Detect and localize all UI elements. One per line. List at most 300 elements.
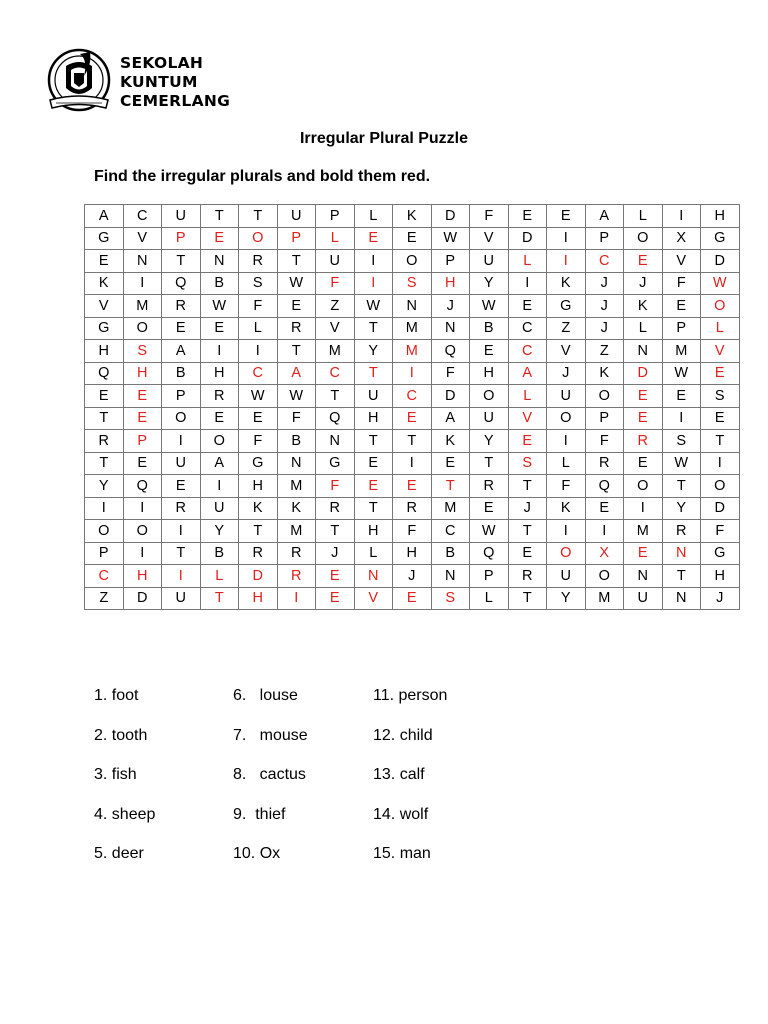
- grid-cell: O: [547, 407, 586, 430]
- grid-cell: O: [547, 542, 586, 565]
- grid-cell: O: [701, 475, 740, 498]
- grid-cell: L: [354, 542, 393, 565]
- grid-cell: U: [316, 250, 355, 273]
- grid-cell: T: [431, 475, 470, 498]
- grid-cell: J: [585, 295, 624, 318]
- grid-cell: H: [354, 407, 393, 430]
- grid-cell: M: [662, 340, 701, 363]
- grid-cell: E: [508, 295, 547, 318]
- grid-cell: Q: [162, 272, 201, 295]
- instruction-text: Find the irregular plurals and bold them red.: [94, 168, 431, 185]
- grid-cell: O: [624, 475, 663, 498]
- grid-cell: M: [277, 520, 316, 543]
- grid-cell: U: [624, 587, 663, 610]
- grid-cell: N: [393, 295, 432, 318]
- grid-cell: J: [701, 587, 740, 610]
- grid-cell: T: [354, 497, 393, 520]
- grid-cell: G: [85, 227, 124, 250]
- grid-row: [85, 295, 740, 318]
- grid-row: [85, 587, 740, 610]
- grid-row: [85, 430, 740, 453]
- grid-cell: A: [162, 340, 201, 363]
- grid-cell: L: [624, 205, 663, 228]
- grid-cell: B: [470, 317, 509, 340]
- grid-cell: E: [200, 227, 239, 250]
- grid-cell: E: [585, 497, 624, 520]
- grid-cell: A: [200, 452, 239, 475]
- grid-cell: U: [162, 452, 201, 475]
- grid-cell: V: [316, 317, 355, 340]
- grid-cell: M: [585, 587, 624, 610]
- grid-cell: M: [431, 497, 470, 520]
- grid-cell: N: [662, 542, 701, 565]
- grid-cell: F: [239, 295, 278, 318]
- grid-cell: P: [162, 385, 201, 408]
- word-list-column: [94, 684, 155, 882]
- grid-cell: C: [123, 205, 162, 228]
- grid-cell: M: [123, 295, 162, 318]
- grid-cell: I: [393, 452, 432, 475]
- grid-cell: K: [393, 205, 432, 228]
- grid-cell: Z: [85, 587, 124, 610]
- grid-cell: Y: [470, 430, 509, 453]
- grid-row: [85, 272, 740, 295]
- grid-cell: O: [585, 565, 624, 588]
- grid-cell: P: [277, 227, 316, 250]
- grid-cell: N: [277, 452, 316, 475]
- grid-cell: N: [354, 565, 393, 588]
- grid-cell: L: [701, 317, 740, 340]
- grid-cell: F: [470, 205, 509, 228]
- grid-cell: V: [354, 587, 393, 610]
- grid-cell: I: [701, 452, 740, 475]
- grid-cell: S: [239, 272, 278, 295]
- grid-cell: L: [547, 452, 586, 475]
- grid-cell: W: [354, 295, 393, 318]
- grid-cell: K: [85, 272, 124, 295]
- grid-cell: I: [662, 205, 701, 228]
- school-name: [120, 54, 230, 111]
- grid-cell: L: [624, 317, 663, 340]
- grid-cell: I: [123, 542, 162, 565]
- grid-cell: H: [701, 565, 740, 588]
- grid-cell: L: [239, 317, 278, 340]
- word-item: 14. wolf: [373, 805, 429, 823]
- grid-cell: F: [316, 272, 355, 295]
- word-item: 5. deer: [94, 845, 144, 863]
- grid-cell: E: [508, 205, 547, 228]
- grid-cell: E: [123, 452, 162, 475]
- school-name-line: KUNTUM: [120, 73, 198, 91]
- grid-cell: D: [431, 205, 470, 228]
- grid-cell: H: [354, 520, 393, 543]
- grid-cell: I: [662, 407, 701, 430]
- school-name-line: SEKOLAH: [120, 54, 204, 72]
- grid-cell: O: [239, 227, 278, 250]
- grid-cell: F: [701, 520, 740, 543]
- school-crest-icon: [44, 46, 114, 120]
- grid-cell: R: [662, 520, 701, 543]
- grid-cell: D: [624, 362, 663, 385]
- grid-cell: J: [393, 565, 432, 588]
- grid-cell: E: [239, 407, 278, 430]
- grid-cell: V: [470, 227, 509, 250]
- grid-cell: I: [547, 520, 586, 543]
- grid-cell: T: [662, 475, 701, 498]
- grid-cell: Z: [585, 340, 624, 363]
- grid-cell: B: [277, 430, 316, 453]
- word-item: 4. sheep: [94, 805, 156, 823]
- grid-cell: L: [508, 385, 547, 408]
- grid-cell: C: [585, 250, 624, 273]
- grid-cell: P: [585, 407, 624, 430]
- grid-cell: E: [393, 587, 432, 610]
- school-logo: [44, 46, 238, 124]
- grid-cell: G: [239, 452, 278, 475]
- grid-cell: P: [470, 565, 509, 588]
- grid-cell: E: [431, 452, 470, 475]
- grid-cell: F: [277, 407, 316, 430]
- grid-cell: W: [470, 295, 509, 318]
- grid-cell: N: [123, 250, 162, 273]
- grid-row: [85, 542, 740, 565]
- grid-cell: Q: [431, 340, 470, 363]
- grid-cell: W: [277, 272, 316, 295]
- grid-cell: R: [239, 542, 278, 565]
- grid-cell: I: [354, 250, 393, 273]
- grid-cell: B: [200, 272, 239, 295]
- grid-cell: P: [585, 227, 624, 250]
- grid-cell: K: [431, 430, 470, 453]
- grid-cell: I: [200, 340, 239, 363]
- grid-cell: T: [470, 452, 509, 475]
- grid-cell: N: [624, 340, 663, 363]
- grid-cell: E: [662, 385, 701, 408]
- grid-cell: O: [162, 407, 201, 430]
- grid-cell: F: [662, 272, 701, 295]
- grid-cell: Y: [547, 587, 586, 610]
- grid-cell: T: [85, 452, 124, 475]
- word-item: 1. foot: [94, 687, 139, 704]
- school-name-line: CEMERLANG: [120, 92, 231, 110]
- grid-cell: T: [85, 407, 124, 430]
- grid-cell: R: [162, 295, 201, 318]
- grid-cell: R: [624, 430, 663, 453]
- grid-cell: E: [393, 407, 432, 430]
- grid-cell: U: [162, 587, 201, 610]
- grid-cell: S: [431, 587, 470, 610]
- grid-cell: C: [239, 362, 278, 385]
- grid-cell: O: [585, 385, 624, 408]
- word-item: 9. thief: [233, 805, 286, 823]
- grid-cell: U: [470, 250, 509, 273]
- grid-cell: N: [624, 565, 663, 588]
- word-item: 8. cactus: [233, 766, 306, 784]
- grid-cell: W: [701, 272, 740, 295]
- grid-cell: N: [200, 250, 239, 273]
- grid-cell: X: [585, 542, 624, 565]
- grid-cell: F: [316, 475, 355, 498]
- word-list-column: [373, 684, 447, 882]
- grid-cell: E: [85, 250, 124, 273]
- grid-cell: F: [393, 520, 432, 543]
- grid-cell: T: [239, 205, 278, 228]
- grid-cell: A: [585, 205, 624, 228]
- grid-cell: M: [316, 340, 355, 363]
- grid-cell: Y: [200, 520, 239, 543]
- grid-cell: J: [316, 542, 355, 565]
- grid-cell: G: [316, 452, 355, 475]
- grid-cell: E: [508, 430, 547, 453]
- grid-cell: I: [354, 272, 393, 295]
- grid-cell: R: [200, 385, 239, 408]
- grid-cell: E: [547, 205, 586, 228]
- grid-cell: E: [624, 385, 663, 408]
- word-item: 12. child: [373, 726, 433, 744]
- grid-cell: P: [431, 250, 470, 273]
- grid-cell: T: [354, 317, 393, 340]
- grid-cell: O: [85, 520, 124, 543]
- grid-cell: C: [431, 520, 470, 543]
- grid-cell: M: [393, 340, 432, 363]
- grid-cell: J: [547, 362, 586, 385]
- grid-row: [85, 385, 740, 408]
- grid-cell: M: [393, 317, 432, 340]
- grid-cell: E: [624, 452, 663, 475]
- grid-cell: D: [123, 587, 162, 610]
- grid-cell: N: [431, 317, 470, 340]
- grid-cell: W: [662, 362, 701, 385]
- grid-cell: V: [508, 407, 547, 430]
- grid-row: [85, 475, 740, 498]
- grid-cell: S: [701, 385, 740, 408]
- grid-cell: J: [508, 497, 547, 520]
- grid-cell: S: [508, 452, 547, 475]
- grid-cell: P: [85, 542, 124, 565]
- grid-cell: C: [85, 565, 124, 588]
- grid-cell: K: [547, 497, 586, 520]
- word-item: 15. man: [373, 845, 431, 863]
- grid-cell: T: [393, 430, 432, 453]
- grid-row: [85, 362, 740, 385]
- grid-cell: G: [547, 295, 586, 318]
- grid-cell: O: [123, 317, 162, 340]
- grid-cell: D: [701, 250, 740, 273]
- grid-cell: E: [624, 542, 663, 565]
- grid-cell: E: [85, 385, 124, 408]
- grid-cell: E: [354, 227, 393, 250]
- grid-cell: R: [393, 497, 432, 520]
- grid-cell: P: [662, 317, 701, 340]
- grid-cell: E: [393, 227, 432, 250]
- word-item: 6. louse: [233, 687, 298, 704]
- grid-cell: E: [393, 475, 432, 498]
- grid-cell: P: [162, 227, 201, 250]
- grid-cell: S: [393, 272, 432, 295]
- grid-cell: M: [277, 475, 316, 498]
- grid-cell: X: [662, 227, 701, 250]
- grid-cell: E: [123, 385, 162, 408]
- grid-cell: C: [316, 362, 355, 385]
- grid-cell: C: [393, 385, 432, 408]
- grid-cell: G: [85, 317, 124, 340]
- grid-cell: E: [162, 475, 201, 498]
- word-item: 13. calf: [373, 766, 425, 784]
- grid-cell: M: [624, 520, 663, 543]
- grid-cell: O: [393, 250, 432, 273]
- grid-cell: I: [239, 340, 278, 363]
- grid-cell: V: [662, 250, 701, 273]
- grid-cell: A: [431, 407, 470, 430]
- grid-cell: B: [431, 542, 470, 565]
- grid-cell: E: [470, 340, 509, 363]
- grid-cell: W: [277, 385, 316, 408]
- grid-cell: H: [123, 362, 162, 385]
- grid-cell: T: [701, 430, 740, 453]
- grid-cell: H: [393, 542, 432, 565]
- grid-cell: H: [239, 475, 278, 498]
- grid-cell: E: [624, 250, 663, 273]
- grid-cell: D: [508, 227, 547, 250]
- grid-cell: Q: [85, 362, 124, 385]
- grid-cell: I: [547, 250, 586, 273]
- grid-cell: U: [547, 565, 586, 588]
- grid-cell: P: [316, 205, 355, 228]
- grid-cell: H: [200, 362, 239, 385]
- grid-cell: J: [585, 272, 624, 295]
- grid-cell: N: [316, 430, 355, 453]
- grid-cell: Q: [470, 542, 509, 565]
- grid-cell: I: [393, 362, 432, 385]
- grid-cell: K: [239, 497, 278, 520]
- grid-cell: Q: [585, 475, 624, 498]
- grid-cell: D: [701, 497, 740, 520]
- grid-cell: F: [547, 475, 586, 498]
- grid-cell: H: [239, 587, 278, 610]
- word-item: 10. Ox: [233, 845, 281, 863]
- grid-cell: H: [701, 205, 740, 228]
- grid-cell: T: [277, 340, 316, 363]
- grid-cell: I: [547, 227, 586, 250]
- grid-cell: T: [162, 542, 201, 565]
- grid-cell: V: [547, 340, 586, 363]
- grid-cell: W: [200, 295, 239, 318]
- grid-cell: J: [624, 272, 663, 295]
- grid-row: [85, 227, 740, 250]
- grid-cell: I: [123, 497, 162, 520]
- grid-cell: T: [162, 250, 201, 273]
- grid-cell: Q: [123, 475, 162, 498]
- grid-cell: W: [431, 227, 470, 250]
- grid-cell: P: [123, 430, 162, 453]
- grid-cell: Y: [354, 340, 393, 363]
- grid-cell: J: [431, 295, 470, 318]
- grid-cell: E: [200, 317, 239, 340]
- grid-cell: N: [431, 565, 470, 588]
- grid-cell: F: [585, 430, 624, 453]
- grid-cell: F: [239, 430, 278, 453]
- grid-cell: E: [200, 407, 239, 430]
- grid-cell: L: [354, 205, 393, 228]
- grid-cell: T: [354, 362, 393, 385]
- grid-cell: E: [508, 542, 547, 565]
- grid-cell: R: [508, 565, 547, 588]
- grid-cell: A: [277, 362, 316, 385]
- grid-cell: E: [162, 317, 201, 340]
- grid-cell: O: [123, 520, 162, 543]
- grid-cell: E: [470, 497, 509, 520]
- grid-cell: R: [277, 542, 316, 565]
- grid-cell: I: [162, 520, 201, 543]
- grid-cell: I: [585, 520, 624, 543]
- grid-cell: H: [431, 272, 470, 295]
- grid-cell: E: [624, 407, 663, 430]
- grid-cell: U: [162, 205, 201, 228]
- word-search-grid: [84, 204, 740, 610]
- grid-row: [85, 250, 740, 273]
- grid-cell: A: [508, 362, 547, 385]
- grid-cell: D: [431, 385, 470, 408]
- grid-cell: R: [162, 497, 201, 520]
- grid-cell: T: [316, 385, 355, 408]
- grid-cell: L: [200, 565, 239, 588]
- grid-cell: T: [508, 475, 547, 498]
- grid-cell: V: [85, 295, 124, 318]
- word-list-column: [233, 684, 308, 882]
- grid-cell: U: [200, 497, 239, 520]
- grid-cell: N: [662, 587, 701, 610]
- grid-cell: T: [316, 520, 355, 543]
- grid-cell: R: [85, 430, 124, 453]
- grid-cell: K: [547, 272, 586, 295]
- grid-cell: K: [277, 497, 316, 520]
- grid-cell: G: [701, 542, 740, 565]
- grid-cell: O: [200, 430, 239, 453]
- word-item: 7. mouse: [233, 726, 308, 744]
- grid-cell: B: [162, 362, 201, 385]
- grid-cell: D: [239, 565, 278, 588]
- grid-cell: R: [585, 452, 624, 475]
- grid-row: [85, 497, 740, 520]
- grid-cell: E: [123, 407, 162, 430]
- grid-cell: H: [85, 340, 124, 363]
- grid-cell: O: [470, 385, 509, 408]
- grid-cell: T: [662, 565, 701, 588]
- grid-cell: S: [662, 430, 701, 453]
- grid-cell: U: [354, 385, 393, 408]
- grid-cell: Y: [470, 272, 509, 295]
- grid-cell: Y: [85, 475, 124, 498]
- grid-cell: V: [123, 227, 162, 250]
- grid-cell: E: [354, 475, 393, 498]
- grid-row: [85, 205, 740, 228]
- grid-cell: I: [624, 497, 663, 520]
- grid-cell: T: [354, 430, 393, 453]
- grid-cell: E: [316, 587, 355, 610]
- grid-cell: L: [470, 587, 509, 610]
- grid-cell: J: [585, 317, 624, 340]
- grid-cell: F: [431, 362, 470, 385]
- grid-cell: E: [277, 295, 316, 318]
- grid-row: [85, 565, 740, 588]
- grid-row: [85, 340, 740, 363]
- grid-cell: I: [85, 497, 124, 520]
- word-item: 11. person: [373, 687, 448, 704]
- grid-cell: L: [316, 227, 355, 250]
- grid-cell: V: [701, 340, 740, 363]
- grid-cell: E: [701, 362, 740, 385]
- grid-cell: H: [470, 362, 509, 385]
